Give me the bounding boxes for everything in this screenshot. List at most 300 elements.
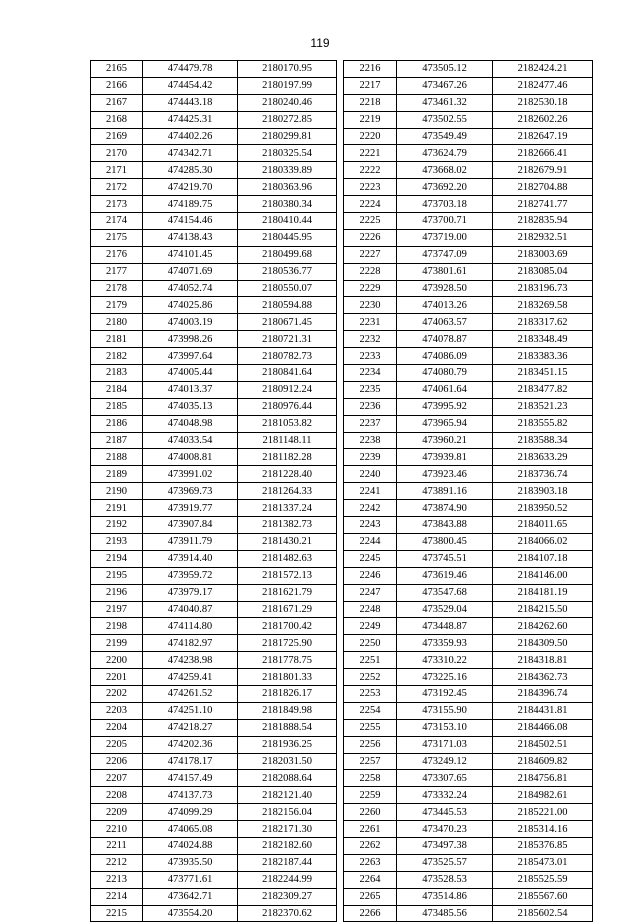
y-coordinate-cell: 2185376.85 [493,837,593,854]
point-number-cell: 2190 [91,483,143,500]
table-row [91,753,337,770]
x-coordinate-cell: 474189.75 [143,196,238,213]
x-coordinate-cell: 473505.12 [397,61,493,78]
x-coordinate-cell: 474342.71 [143,145,238,162]
x-coordinate-cell: 473359.93 [397,635,493,652]
y-coordinate-cell: 2184309.50 [493,635,593,652]
x-coordinate-cell: 473155.90 [397,702,493,719]
table-row [91,871,337,888]
table-row [91,263,337,280]
point-number-cell: 2204 [91,719,143,736]
x-coordinate-cell: 473800.45 [397,533,493,550]
point-number-cell: 2195 [91,567,143,584]
point-number-cell: 2239 [344,449,397,466]
y-coordinate-cell: 2184066.02 [493,533,593,550]
table-row [344,246,593,263]
table-row [91,162,337,179]
point-number-cell: 2250 [344,635,397,652]
table-row [344,804,593,821]
point-number-cell: 2197 [91,601,143,618]
table-row [344,128,593,145]
table-row [344,669,593,686]
table-row [344,685,593,702]
table-row [344,736,593,753]
x-coordinate-cell: 473549.49 [397,128,493,145]
table-row [91,669,337,686]
x-coordinate-cell: 473911.79 [143,533,238,550]
table-row [91,128,337,145]
point-number-cell: 2180 [91,314,143,331]
y-coordinate-cell: 2183521.23 [493,398,593,415]
x-coordinate-cell: 473923.46 [397,466,493,483]
x-coordinate-cell: 473907.84 [143,517,238,534]
y-coordinate-cell: 2181725.90 [238,635,337,652]
point-number-cell: 2214 [91,888,143,905]
table-row [91,770,337,787]
point-number-cell: 2257 [344,753,397,770]
table-row [344,111,593,128]
point-number-cell: 2244 [344,533,397,550]
x-coordinate-cell: 474099.29 [143,804,238,821]
x-coordinate-cell: 473939.81 [397,449,493,466]
x-coordinate-cell: 473485.56 [397,905,493,922]
y-coordinate-cell: 2180976.44 [238,398,337,415]
x-coordinate-cell: 474013.37 [143,381,238,398]
y-coordinate-cell: 2182171.30 [238,821,337,838]
table-row [91,500,337,517]
point-number-cell: 2220 [344,128,397,145]
table-row [91,635,337,652]
point-number-cell: 2210 [91,821,143,838]
point-number-cell: 2171 [91,162,143,179]
y-coordinate-cell: 2184502.51 [493,736,593,753]
y-coordinate-cell: 2182370.62 [238,905,337,922]
y-coordinate-cell: 2181888.54 [238,719,337,736]
x-coordinate-cell: 473969.73 [143,483,238,500]
x-coordinate-cell: 474080.79 [397,365,493,382]
y-coordinate-cell: 2182530.18 [493,94,593,111]
point-number-cell: 2234 [344,365,397,382]
y-coordinate-cell: 2182309.27 [238,888,337,905]
y-coordinate-cell: 2181936.25 [238,736,337,753]
y-coordinate-cell: 2180272.85 [238,111,337,128]
point-number-cell: 2178 [91,280,143,297]
x-coordinate-cell: 473467.26 [397,77,493,94]
x-coordinate-cell: 473528.53 [397,871,493,888]
x-coordinate-cell: 473979.17 [143,584,238,601]
x-coordinate-cell: 474443.18 [143,94,238,111]
x-coordinate-cell: 473153.10 [397,719,493,736]
point-number-cell: 2264 [344,871,397,888]
x-coordinate-cell: 474137.73 [143,787,238,804]
x-coordinate-cell: 473959.72 [143,567,238,584]
table-row [344,770,593,787]
x-coordinate-cell: 473998.26 [143,331,238,348]
x-coordinate-cell: 474178.17 [143,753,238,770]
point-number-cell: 2165 [91,61,143,78]
table-row [91,550,337,567]
table-row [91,94,337,111]
point-number-cell: 2241 [344,483,397,500]
table-row [91,567,337,584]
x-coordinate-cell: 473991.02 [143,466,238,483]
y-coordinate-cell: 2183451.15 [493,365,593,382]
x-coordinate-cell: 473914.40 [143,550,238,567]
y-coordinate-cell: 2182121.40 [238,787,337,804]
table-row [91,449,337,466]
table-row [91,854,337,871]
point-number-cell: 2224 [344,196,397,213]
x-coordinate-cell: 474008.81 [143,449,238,466]
table-row [344,601,593,618]
point-number-cell: 2237 [344,415,397,432]
table-row [91,702,337,719]
table-row [344,94,593,111]
table-row [91,145,337,162]
table-row [91,483,337,500]
x-coordinate-cell: 473719.00 [397,229,493,246]
table-row [91,229,337,246]
y-coordinate-cell: 2181482.63 [238,550,337,567]
table-row [91,398,337,415]
point-number-cell: 2217 [344,77,397,94]
point-number-cell: 2249 [344,618,397,635]
point-number-cell: 2222 [344,162,397,179]
x-coordinate-cell: 474138.43 [143,229,238,246]
table-row [344,533,593,550]
x-coordinate-cell: 474402.26 [143,128,238,145]
y-coordinate-cell: 2181826.17 [238,685,337,702]
y-coordinate-cell: 2183317.62 [493,314,593,331]
x-coordinate-cell: 473843.88 [397,517,493,534]
y-coordinate-cell: 2184756.81 [493,770,593,787]
point-number-cell: 2261 [344,821,397,838]
table-row [344,905,593,922]
point-number-cell: 2209 [91,804,143,821]
y-coordinate-cell: 2181264.33 [238,483,337,500]
y-coordinate-cell: 2180410.44 [238,213,337,230]
point-number-cell: 2176 [91,246,143,263]
y-coordinate-cell: 2180240.46 [238,94,337,111]
x-coordinate-cell: 474425.31 [143,111,238,128]
table-row [344,432,593,449]
y-coordinate-cell: 2184318.81 [493,652,593,669]
table-row [344,821,593,838]
x-coordinate-cell: 473502.55 [397,111,493,128]
point-number-cell: 2252 [344,669,397,686]
x-coordinate-cell: 473935.50 [143,854,238,871]
y-coordinate-cell: 2182187.44 [238,854,337,871]
point-number-cell: 2233 [344,348,397,365]
point-number-cell: 2255 [344,719,397,736]
x-coordinate-cell: 473874.90 [397,500,493,517]
y-coordinate-cell: 2182088.64 [238,770,337,787]
point-number-cell: 2182 [91,348,143,365]
y-coordinate-cell: 2180170.95 [238,61,337,78]
x-coordinate-cell: 474061.64 [397,381,493,398]
x-coordinate-cell: 474078.87 [397,331,493,348]
y-coordinate-cell: 2184262.60 [493,618,593,635]
point-number-cell: 2194 [91,550,143,567]
table-row [344,888,593,905]
table-row [91,348,337,365]
point-number-cell: 2246 [344,567,397,584]
x-coordinate-cell: 473619.46 [397,567,493,584]
x-coordinate-cell: 473529.04 [397,601,493,618]
y-coordinate-cell: 2182477.46 [493,77,593,94]
table-row [91,905,337,922]
y-coordinate-cell: 2184396.74 [493,685,593,702]
x-coordinate-cell: 473919.77 [143,500,238,517]
y-coordinate-cell: 2180550.07 [238,280,337,297]
table-row [344,871,593,888]
x-coordinate-cell: 473891.16 [397,483,493,500]
y-coordinate-cell: 2180380.34 [238,196,337,213]
y-coordinate-cell: 2184362.73 [493,669,593,686]
table-row [91,837,337,854]
point-number-cell: 2196 [91,584,143,601]
y-coordinate-cell: 2182156.04 [238,804,337,821]
y-coordinate-cell: 2182704.88 [493,179,593,196]
point-number-cell: 2181 [91,331,143,348]
x-coordinate-cell: 473624.79 [397,145,493,162]
table-row [344,466,593,483]
y-coordinate-cell: 2181621.79 [238,584,337,601]
y-coordinate-cell: 2183950.52 [493,500,593,517]
x-coordinate-cell: 474048.98 [143,415,238,432]
point-number-cell: 2202 [91,685,143,702]
point-number-cell: 2208 [91,787,143,804]
x-coordinate-cell: 474259.41 [143,669,238,686]
point-number-cell: 2238 [344,432,397,449]
point-number-cell: 2219 [344,111,397,128]
y-coordinate-cell: 2182244.99 [238,871,337,888]
table-row [344,263,593,280]
x-coordinate-cell: 474033.54 [143,432,238,449]
y-coordinate-cell: 2182031.50 [238,753,337,770]
point-number-cell: 2227 [344,246,397,263]
point-number-cell: 2199 [91,635,143,652]
x-coordinate-cell: 473470.23 [397,821,493,838]
y-coordinate-cell: 2181148.11 [238,432,337,449]
y-coordinate-cell: 2181337.24 [238,500,337,517]
table-row [344,719,593,736]
y-coordinate-cell: 2183003.69 [493,246,593,263]
point-number-cell: 2262 [344,837,397,854]
y-coordinate-cell: 2183085.04 [493,263,593,280]
point-number-cell: 2260 [344,804,397,821]
y-coordinate-cell: 2183555.82 [493,415,593,432]
point-number-cell: 2192 [91,517,143,534]
y-coordinate-cell: 2180499.68 [238,246,337,263]
table-row [344,652,593,669]
point-number-cell: 2189 [91,466,143,483]
coordinate-table-left [90,60,337,922]
x-coordinate-cell: 474238.98 [143,652,238,669]
table-row [344,162,593,179]
point-number-cell: 2266 [344,905,397,922]
y-coordinate-cell: 2180445.95 [238,229,337,246]
table-row [344,415,593,432]
point-number-cell: 2198 [91,618,143,635]
point-number-cell: 2228 [344,263,397,280]
x-coordinate-cell: 474005.44 [143,365,238,382]
y-coordinate-cell: 2183269.58 [493,297,593,314]
table-row [344,550,593,567]
x-coordinate-cell: 473514.86 [397,888,493,905]
table-row [344,77,593,94]
x-coordinate-cell: 474182.97 [143,635,238,652]
x-coordinate-cell: 474035.13 [143,398,238,415]
point-number-cell: 2183 [91,365,143,382]
x-coordinate-cell: 474003.19 [143,314,238,331]
y-coordinate-cell: 2185314.16 [493,821,593,838]
y-coordinate-cell: 2184146.00 [493,567,593,584]
table-body-right [344,61,593,922]
table-row [91,787,337,804]
y-coordinate-cell: 2184215.50 [493,601,593,618]
x-coordinate-cell: 474114.80 [143,618,238,635]
x-coordinate-cell: 473171.03 [397,736,493,753]
x-coordinate-cell: 473642.71 [143,888,238,905]
table-row [91,804,337,821]
point-number-cell: 2231 [344,314,397,331]
y-coordinate-cell: 2185473.01 [493,854,593,871]
table-row [344,753,593,770]
table-row [91,179,337,196]
page-number: 119 [310,36,330,50]
x-coordinate-cell: 474101.45 [143,246,238,263]
point-number-cell: 2229 [344,280,397,297]
table-row [344,331,593,348]
point-number-cell: 2174 [91,213,143,230]
point-number-cell: 2185 [91,398,143,415]
x-coordinate-cell: 474219.70 [143,179,238,196]
y-coordinate-cell: 2181572.13 [238,567,337,584]
x-coordinate-cell: 473310.22 [397,652,493,669]
point-number-cell: 2172 [91,179,143,196]
point-number-cell: 2247 [344,584,397,601]
point-number-cell: 2206 [91,753,143,770]
y-coordinate-cell: 2180912.24 [238,381,337,398]
point-number-cell: 2216 [344,61,397,78]
point-number-cell: 2207 [91,770,143,787]
y-coordinate-cell: 2185221.00 [493,804,593,821]
table-row [91,77,337,94]
point-number-cell: 2186 [91,415,143,432]
table-row [91,685,337,702]
table-row [91,415,337,432]
y-coordinate-cell: 2183736.74 [493,466,593,483]
point-number-cell: 2221 [344,145,397,162]
x-coordinate-cell: 474251.10 [143,702,238,719]
y-coordinate-cell: 2185602.54 [493,905,593,922]
point-number-cell: 2213 [91,871,143,888]
x-coordinate-cell: 474040.87 [143,601,238,618]
table-row [91,652,337,669]
y-coordinate-cell: 2181053.82 [238,415,337,432]
x-coordinate-cell: 473801.61 [397,263,493,280]
table-row [91,584,337,601]
point-number-cell: 2203 [91,702,143,719]
point-number-cell: 2243 [344,517,397,534]
x-coordinate-cell: 473965.94 [397,415,493,432]
point-number-cell: 2225 [344,213,397,230]
y-coordinate-cell: 2182647.19 [493,128,593,145]
y-coordinate-cell: 2180721.31 [238,331,337,348]
point-number-cell: 2177 [91,263,143,280]
y-coordinate-cell: 2184982.61 [493,787,593,804]
y-coordinate-cell: 2183633.29 [493,449,593,466]
y-coordinate-cell: 2180536.77 [238,263,337,280]
table-row [91,432,337,449]
point-number-cell: 2230 [344,297,397,314]
x-coordinate-cell: 473668.02 [397,162,493,179]
point-number-cell: 2263 [344,854,397,871]
point-number-cell: 2232 [344,331,397,348]
x-coordinate-cell: 474218.27 [143,719,238,736]
y-coordinate-cell: 2184181.19 [493,584,593,601]
table-row [91,736,337,753]
x-coordinate-cell: 474261.52 [143,685,238,702]
coordinate-table-right [343,60,593,922]
table-row [91,314,337,331]
y-coordinate-cell: 2183348.49 [493,331,593,348]
point-number-cell: 2200 [91,652,143,669]
x-coordinate-cell: 473547.68 [397,584,493,601]
x-coordinate-cell: 473997.64 [143,348,238,365]
x-coordinate-cell: 473225.16 [397,669,493,686]
x-coordinate-cell: 473745.51 [397,550,493,567]
table-row [91,719,337,736]
y-coordinate-cell: 2182741.77 [493,196,593,213]
table-row [344,381,593,398]
x-coordinate-cell: 473928.50 [397,280,493,297]
y-coordinate-cell: 2182424.21 [493,61,593,78]
table-row [91,196,337,213]
point-number-cell: 2218 [344,94,397,111]
y-coordinate-cell: 2182602.26 [493,111,593,128]
x-coordinate-cell: 473771.61 [143,871,238,888]
x-coordinate-cell: 473445.53 [397,804,493,821]
y-coordinate-cell: 2181430.21 [238,533,337,550]
y-coordinate-cell: 2183903.18 [493,483,593,500]
y-coordinate-cell: 2184431.81 [493,702,593,719]
point-number-cell: 2168 [91,111,143,128]
table-row [344,584,593,601]
x-coordinate-cell: 473703.18 [397,196,493,213]
table-row [91,533,337,550]
point-number-cell: 2170 [91,145,143,162]
point-number-cell: 2184 [91,381,143,398]
table-row [344,567,593,584]
point-number-cell: 2201 [91,669,143,686]
table-row [344,179,593,196]
y-coordinate-cell: 2180299.81 [238,128,337,145]
point-number-cell: 2259 [344,787,397,804]
y-coordinate-cell: 2180363.96 [238,179,337,196]
table-body-left [91,61,337,922]
table-row [91,280,337,297]
table-row [91,888,337,905]
point-number-cell: 2212 [91,854,143,871]
x-coordinate-cell: 474025.86 [143,297,238,314]
point-number-cell: 2187 [91,432,143,449]
y-coordinate-cell: 2180325.54 [238,145,337,162]
table-row [91,601,337,618]
point-number-cell: 2258 [344,770,397,787]
y-coordinate-cell: 2180841.64 [238,365,337,382]
